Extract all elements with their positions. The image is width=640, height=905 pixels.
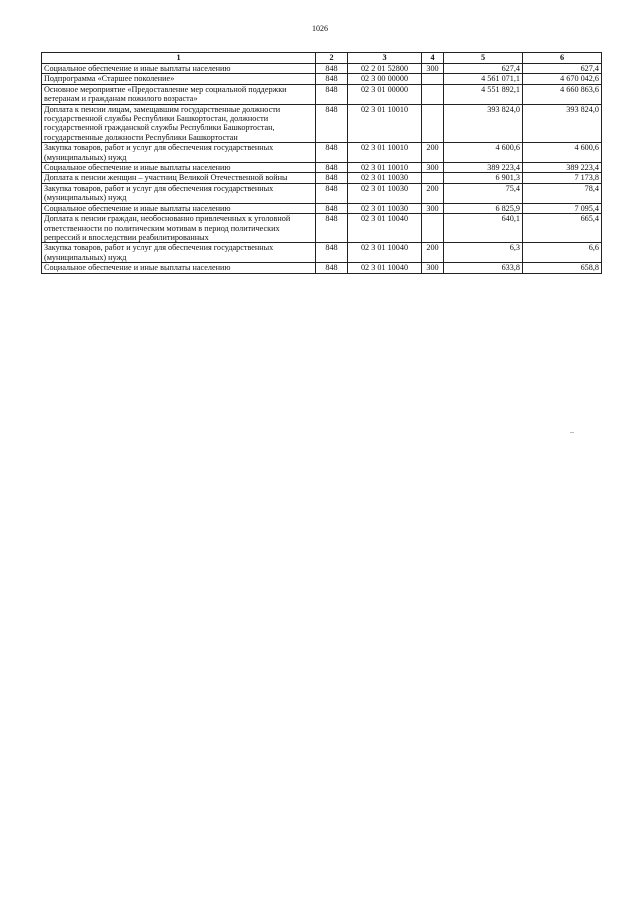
row-name: Закупка товаров, работ и услуг для обеспечения государственных (муниципальных) нужд bbox=[42, 183, 316, 203]
row-amount-1: 75,4 bbox=[444, 183, 523, 203]
row-expense-type bbox=[422, 104, 444, 143]
table-row bbox=[42, 143, 602, 163]
row-target-code: 02 3 01 10010 bbox=[348, 104, 422, 143]
row-expense-type: 200 bbox=[422, 243, 444, 263]
row-target-code: 02 3 01 10040 bbox=[348, 243, 422, 263]
row-expense-type: 300 bbox=[422, 203, 444, 213]
row-target-code: 02 3 01 10030 bbox=[348, 203, 422, 213]
row-admin-code: 848 bbox=[316, 163, 348, 173]
row-admin-code: 848 bbox=[316, 84, 348, 104]
row-amount-2: 4 660 863,6 bbox=[523, 84, 602, 104]
row-name: Социальное обеспечение и иные выплаты населению bbox=[42, 203, 316, 213]
row-amount-1: 627,4 bbox=[444, 64, 523, 74]
row-target-code: 02 3 01 00000 bbox=[348, 84, 422, 104]
row-expense-type bbox=[422, 214, 444, 243]
row-admin-code: 848 bbox=[316, 214, 348, 243]
row-expense-type bbox=[422, 173, 444, 183]
header-row bbox=[42, 53, 602, 64]
row-amount-1: 640,1 bbox=[444, 214, 523, 243]
row-amount-1: 6,3 bbox=[444, 243, 523, 263]
row-expense-type: 300 bbox=[422, 64, 444, 74]
table-body bbox=[42, 64, 602, 274]
table-row bbox=[42, 84, 602, 104]
header-col-6: 6 bbox=[523, 53, 602, 64]
row-amount-2: 658,8 bbox=[523, 263, 602, 273]
table-row bbox=[42, 214, 602, 243]
row-amount-2: 665,4 bbox=[523, 214, 602, 243]
row-expense-type bbox=[422, 84, 444, 104]
row-admin-code: 848 bbox=[316, 143, 348, 163]
table-row bbox=[42, 183, 602, 203]
row-name: Социальное обеспечение и иные выплаты населению bbox=[42, 64, 316, 74]
table-row bbox=[42, 104, 602, 143]
row-name: Социальное обеспечение и иные выплаты населению bbox=[42, 163, 316, 173]
table-row bbox=[42, 203, 602, 213]
row-amount-2: 6,6 bbox=[523, 243, 602, 263]
row-amount-1: 4 551 892,1 bbox=[444, 84, 523, 104]
row-admin-code: 848 bbox=[316, 104, 348, 143]
row-target-code: 02 3 01 10040 bbox=[348, 263, 422, 273]
header-col-5: 5 bbox=[444, 53, 523, 64]
row-target-code: 02 3 01 10010 bbox=[348, 163, 422, 173]
row-amount-2: 4 670 042,6 bbox=[523, 74, 602, 84]
row-name: Подпрограмма «Старшее поколение» bbox=[42, 74, 316, 84]
row-amount-2: 7 095,4 bbox=[523, 203, 602, 213]
row-expense-type: 300 bbox=[422, 163, 444, 173]
row-target-code: 02 3 01 10030 bbox=[348, 173, 422, 183]
row-amount-1: 393 824,0 bbox=[444, 104, 523, 143]
row-amount-2: 389 223,4 bbox=[523, 163, 602, 173]
row-admin-code: 848 bbox=[316, 263, 348, 273]
table-row bbox=[42, 74, 602, 84]
row-amount-2: 4 600,6 bbox=[523, 143, 602, 163]
row-expense-type: 200 bbox=[422, 183, 444, 203]
row-amount-2: 7 173,8 bbox=[523, 173, 602, 183]
table-row bbox=[42, 173, 602, 183]
row-expense-type: 300 bbox=[422, 263, 444, 273]
table-row bbox=[42, 243, 602, 263]
row-amount-1: 633,8 bbox=[444, 263, 523, 273]
row-name: Доплата к пенсии граждан, необоснованно привлеченных к уголовной ответственности по политическим мотивам в период политических репрессий и впоследствии реабилитированных bbox=[42, 214, 316, 243]
row-amount-1: 4 561 071,1 bbox=[444, 74, 523, 84]
row-amount-2: 393 824,0 bbox=[523, 104, 602, 143]
row-amount-1: 6 825,9 bbox=[444, 203, 523, 213]
row-amount-2: 627,4 bbox=[523, 64, 602, 74]
row-name: Закупка товаров, работ и услуг для обеспечения государственных (муниципальных) нужд bbox=[42, 143, 316, 163]
row-name: Доплата к пенсии женщин – участниц Великой Отечественной войны bbox=[42, 173, 316, 183]
row-amount-1: 4 600,6 bbox=[444, 143, 523, 163]
header-col-2: 2 bbox=[316, 53, 348, 64]
scan-mark bbox=[570, 432, 574, 433]
row-target-code: 02 3 01 10010 bbox=[348, 143, 422, 163]
row-name: Социальное обеспечение и иные выплаты населению bbox=[42, 263, 316, 273]
budget-table bbox=[41, 52, 602, 274]
row-amount-2: 78,4 bbox=[523, 183, 602, 203]
row-admin-code: 848 bbox=[316, 203, 348, 213]
row-name: Закупка товаров, работ и услуг для обеспечения государственных (муниципальных) нужд bbox=[42, 243, 316, 263]
row-amount-1: 6 901,3 bbox=[444, 173, 523, 183]
row-admin-code: 848 bbox=[316, 64, 348, 74]
row-target-code: 02 3 01 10040 bbox=[348, 214, 422, 243]
row-target-code: 02 3 00 00000 bbox=[348, 74, 422, 84]
row-name: Доплата к пенсии лицам, замещавшим государственные должности государственной службы Республики Башкортостан, должности государственной гражданской службы Республики Башкортостан, государственные должности Республики Башкортостан bbox=[42, 104, 316, 143]
row-target-code: 02 2 01 52800 bbox=[348, 64, 422, 74]
row-expense-type bbox=[422, 74, 444, 84]
header-col-1: 1 bbox=[42, 53, 316, 64]
page-number: 1026 bbox=[312, 24, 328, 33]
table-row bbox=[42, 64, 602, 74]
row-admin-code: 848 bbox=[316, 183, 348, 203]
row-admin-code: 848 bbox=[316, 243, 348, 263]
table-header bbox=[42, 53, 602, 64]
header-col-4: 4 bbox=[422, 53, 444, 64]
row-amount-1: 389 223,4 bbox=[444, 163, 523, 173]
row-name: Основное мероприятие «Предоставление мер социальной поддержки ветеранам и гражданам пожилого возраста» bbox=[42, 84, 316, 104]
row-target-code: 02 3 01 10030 bbox=[348, 183, 422, 203]
row-admin-code: 848 bbox=[316, 173, 348, 183]
row-expense-type: 200 bbox=[422, 143, 444, 163]
table-row bbox=[42, 263, 602, 273]
header-col-3: 3 bbox=[348, 53, 422, 64]
table-row bbox=[42, 163, 602, 173]
row-admin-code: 848 bbox=[316, 74, 348, 84]
